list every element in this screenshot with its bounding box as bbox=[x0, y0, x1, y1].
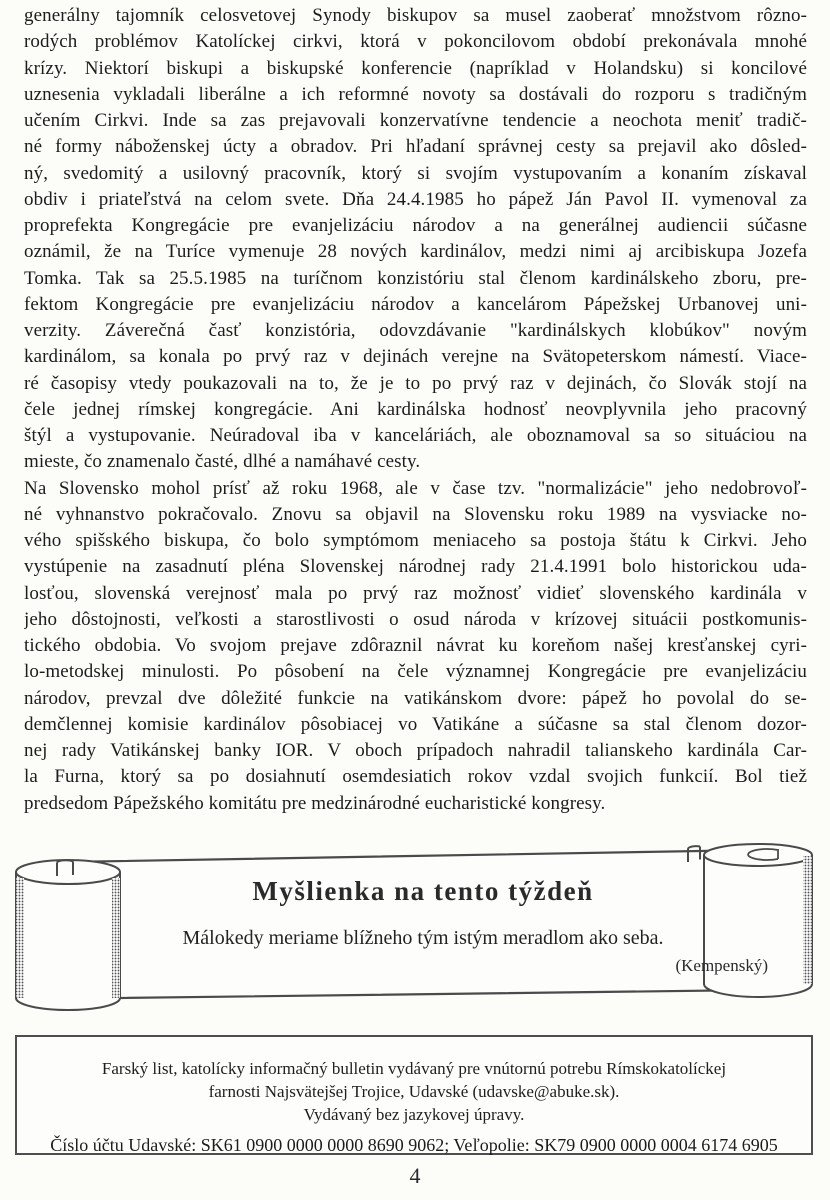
text-line: krízy. Niektorí biskupi a biskupské konferencie (napríklad v Holandsku) si koncilové bbox=[24, 57, 807, 79]
footer-line: farnosti Najsvätejšej Trojice, Udavské (udavske@abuke.sk). bbox=[208, 1082, 620, 1101]
text-line: né vyhnanstvo pokračovalo. Znovu sa objavil na Slovensku roku 1989 na vysviacke no- bbox=[24, 503, 807, 525]
text-line: né formy náboženskej úcty a obradov. Pri hľadaní správnej cesty sa prejavil ako dôsled- bbox=[24, 136, 807, 158]
text-line: losťou, slovenská verejnosť mala po prvý raz možnosť vidieť slovenského kardinála v bbox=[24, 582, 807, 604]
text-line: kardinálom, sa konala po prvý raz v dejinách verejne na Svätopeterskom námestí. Viace- bbox=[24, 346, 807, 368]
footer-line: Vydávaný bez jazykovej úpravy. bbox=[303, 1105, 525, 1124]
text-line: fektom Kongregácie pre evanjelizáciu národov a kancelárom Pápežskej Urbanovej uni- bbox=[24, 293, 807, 315]
page-number: 4 bbox=[409, 1163, 421, 1188]
text-line: čele jednej rímskej kongregácie. Ani kardinálska hodnosť neovplyvnila jeho pracovný bbox=[24, 398, 807, 420]
text-line: tického obdobia. Vo svojom prejave zdôraznil návrat ku koreňom našej kresťanskej cyri- bbox=[24, 635, 807, 656]
text-line: nej rady Vatikánskej banky IOR. V oboch prípadoch nahradil talianskeho kardinála Car- bbox=[24, 740, 807, 761]
text-line: vystúpenie na zasadnutí pléna Slovenskej národnej rady 21.4.1991 bolo historickou uda- bbox=[24, 556, 807, 578]
text-line: jeho dôstojnosti, veľkosti a starostlivosti o osud národa v krízovej situácii postkomunis- bbox=[24, 608, 807, 630]
text-line: vého spišského biskupa, čo bolo symptómom meniaceho sa postoja štátu k Cirkvi. Jeho bbox=[24, 530, 807, 551]
article-text bbox=[24, 3, 807, 817]
account-numbers-line: Číslo účtu Udavské: SK61 0900 0000 0000 8690 9062; Veľopolie: SK79 0900 0000 0004 6174 6905 bbox=[50, 1135, 778, 1155]
text-line: demčlennej komisie kardinálov pôsobiacej vo Vatikáne a súčasne sa stal členom dozor- bbox=[24, 713, 807, 735]
weekly-thought-title: Myšlienka na tento týždeň bbox=[252, 876, 594, 906]
text-line: ré časopisy vtedy poukazovali na to, že je to po prvý raz v dejinách, čo Slovák stojí na bbox=[24, 372, 807, 394]
text-line: rodých problémov Katolíckej cirkvi, ktorá v pokoncilovom období prekonávala mnohé bbox=[24, 31, 807, 53]
weekly-thought-scroll bbox=[0, 828, 830, 1033]
text-line: uznesenia vykladali liberálne a ich reformné novoty sa dostávali do rozporu s tradičným bbox=[24, 83, 807, 105]
text-line: lo-metodskej minulosti. Po pôsobení na čele významnej Kongregácie pre evanjelizáciu bbox=[24, 661, 807, 683]
text-line: učením Cirkvi. Inde sa zas prejavovali konzervatívne tendencie a neochota meniť tradič- bbox=[24, 110, 807, 131]
text-line: štýl a vystupovanie. Neúradoval iba v kanceláriách, ale oboznamoval sa so situáciou na bbox=[24, 425, 807, 446]
text-line: obdiv i priateľstvá na celom svete. Dňa 24.4.1985 ho pápež Ján Pavol II. vymenoval za bbox=[24, 188, 807, 210]
footer-line: Farský list, katolícky informačný bulletin vydávaný pre vnútornú potrebu Rímskokatolíckej bbox=[101, 1059, 727, 1078]
paragraph bbox=[24, 476, 807, 817]
text-line: Na Slovensko mohol prísť až roku 1968, ale v čase tzv. "normalizácie" jeho nedobrovoľ- bbox=[24, 477, 807, 499]
weekly-thought-quote: Málokedy meriame blížneho tým istým meradlom ako seba. bbox=[182, 927, 664, 949]
weekly-thought-attribution: (Kempenský) bbox=[675, 956, 768, 975]
text-line: národov, prevzal dve dôležité funkcie na vatikánskom dvore: pápež ho povolal do se- bbox=[24, 687, 807, 709]
text-line: Tomka. Tak sa 25.5.1985 na turíčnom konzistóriu stal členom kardinálskeho zboru, pre- bbox=[24, 267, 807, 289]
text-line: ný, svedomitý a usilovný pracovník, ktorý si svojím vystupovaním a konaním získaval bbox=[24, 162, 807, 184]
text-line: generálny tajomník celosvetovej Synody biskupov sa musel zaoberať množstvom rôzno- bbox=[24, 5, 807, 26]
paragraph bbox=[24, 3, 807, 476]
text-line: proprefekta Kongregácie pre evanjelizáciu národov a na generálnej audiencii súčasne bbox=[24, 215, 807, 236]
text-line: predsedom Pápežského komitátu pre medzinárodné eucharistické kongresy. bbox=[24, 792, 606, 814]
text-line: la Furna, ktorý sa po dosiahnutí osemdesiatich rokov vzdal svojich funkcií. Bol tiež bbox=[24, 766, 807, 788]
text-line: mieste, čo znamenalo časté, dlhé a namáhavé cesty. bbox=[24, 451, 421, 473]
text-line: verzity. Záverečná časť konzistória, odovzdávanie "kardinálskych klobúkov" novým bbox=[24, 320, 807, 341]
footer-info-box bbox=[15, 1035, 813, 1155]
text-line: oznámil, že na Turíce vymenuje 28 nových kardinálov, medzi nimi aj arcibiskupa Jozefa bbox=[24, 241, 807, 263]
